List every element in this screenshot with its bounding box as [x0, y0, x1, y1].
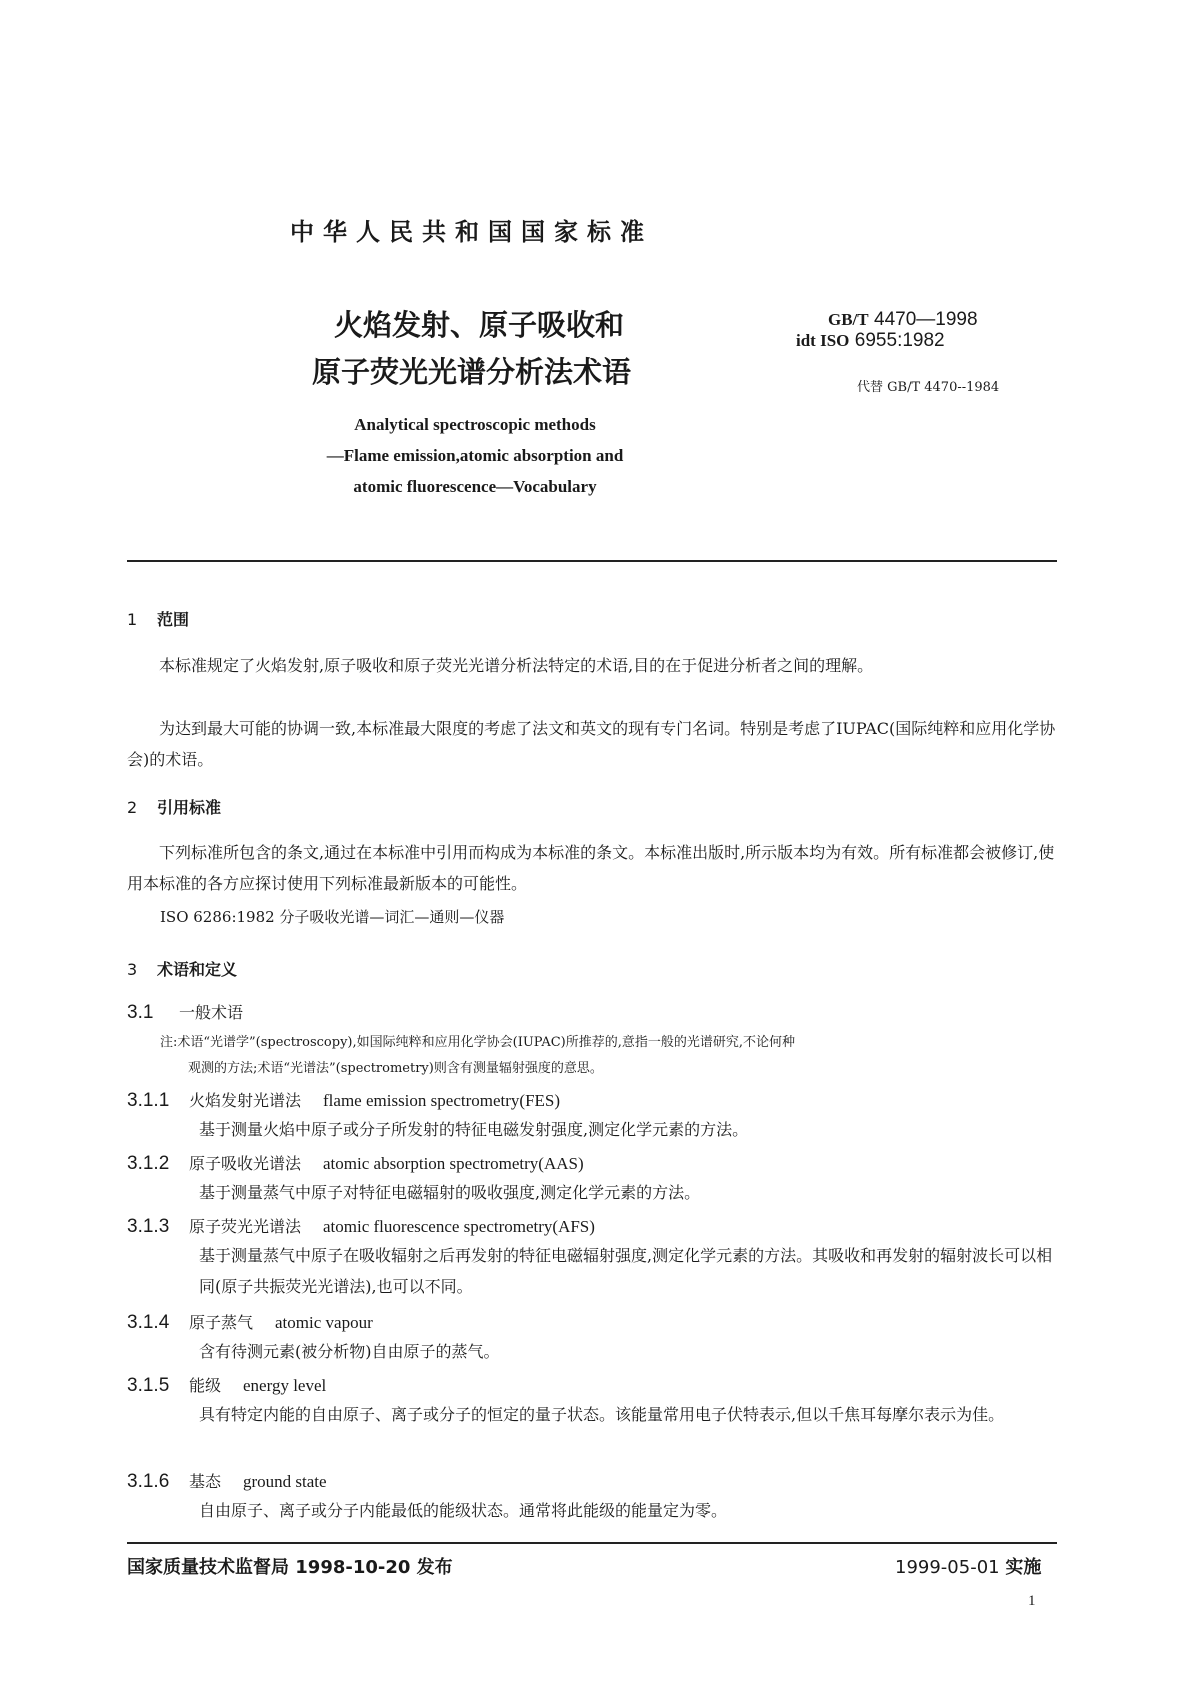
idt-standard	[796, 330, 945, 352]
term-number: 3.1.3	[127, 1216, 170, 1237]
footer-divider	[127, 1542, 1057, 1544]
english-title-line-2: —Flame emission,atomic absorption and	[326, 446, 624, 465]
term-3-1-4	[127, 1310, 373, 1334]
subsection-3-1-heading	[127, 1000, 243, 1024]
standard-number-prefix: GB/T	[828, 310, 869, 329]
term-en: ground state	[243, 1472, 327, 1491]
term-3-1-2-definition: 基于测量蒸气中原子对特征电磁辐射的吸收强度,测定化学元素的方法。	[199, 1183, 701, 1202]
term-number: 3.1.5	[127, 1375, 170, 1396]
section-title: 术语和定义	[157, 960, 238, 979]
section-number: 2	[127, 798, 138, 817]
term-3-1-5-definition: 具有特定内能的自由原子、离子或分子的恒定的量子状态。该能量常用电子伏特表示,但以千焦耳每摩尔表示为佳。	[199, 1405, 1005, 1424]
term-3-1-1-definition: 基于测量火焰中原子或分子所发射的特征电磁发射强度,测定化学元素的方法。	[199, 1120, 749, 1139]
term-en: flame emission spectrometry(FES)	[323, 1091, 561, 1110]
section-1-heading	[127, 607, 189, 630]
section-title: 范围	[157, 610, 190, 629]
section-title: 引用标准	[157, 798, 222, 817]
chinese-title-line-2: 原子荧光光谱分析法术语	[312, 355, 632, 389]
term-number: 3.1.6	[127, 1471, 170, 1492]
term-3-1-1	[127, 1088, 560, 1112]
term-en: energy level	[243, 1376, 327, 1395]
subsection-number: 3.1	[127, 1002, 154, 1023]
page-number: 1	[1028, 1593, 1036, 1609]
term-3-1-3	[127, 1214, 595, 1238]
idt-number: 6955:1982	[854, 330, 945, 351]
term-number: 3.1.4	[127, 1312, 170, 1333]
section-1-paragraph-2: 为达到最大可能的协调一致,本标准最大限度的考虑了法文和英文的现有专门名词。特别是考虑了IUPAC(国际纯粹和应用化学协会)的术语。	[127, 719, 1056, 769]
term-3-1-6-definition: 自由原子、离子或分子内能最低的能级状态。通常将此能级的能量定为零。	[199, 1501, 728, 1520]
note	[160, 1030, 1060, 1082]
standard-number-value: 4470—1998	[874, 309, 978, 330]
idt-prefix: idt ISO	[796, 331, 850, 350]
effective-label: 实施	[1005, 1557, 1042, 1578]
term-number: 3.1.1	[127, 1090, 170, 1111]
effective-date-value: 1999-05-01	[895, 1557, 1000, 1578]
english-title-line-1: Analytical spectroscopic methods	[354, 415, 596, 434]
term-3-1-3-definition: 基于测量蒸气中原子在吸收辐射之后再发射的特征电磁辐射强度,测定化学元素的方法。其吸收和再发射的辐射波长可以相同(原子共振荧光光谱法),也可以不同。	[199, 1246, 1053, 1296]
replaces-standard: 代替 GB/T 4470--1984	[857, 380, 1000, 395]
section-3-heading	[127, 957, 237, 980]
term-cn: 原子吸收光谱法	[189, 1154, 302, 1173]
english-title-line-3: atomic fluorescence—Vocabulary	[353, 477, 597, 496]
section-2-paragraph: 下列标准所包含的条文,通过在本标准中引用而构成为本标准的条文。本标准出版时,所示版本均为有效。所有标准都会被修订,使用本标准的各方应探讨使用下列标准最新版本的可能性。	[127, 843, 1055, 893]
term-3-1-4-definition: 含有待测元素(被分析物)自由原子的蒸气。	[199, 1342, 500, 1361]
effective-date	[895, 1553, 1041, 1579]
term-number: 3.1.2	[127, 1153, 170, 1174]
term-cn: 基态	[189, 1472, 222, 1491]
normative-reference: ISO 6286:1982 分子吸收光谱—词汇—通则—仪器	[160, 908, 505, 926]
term-3-1-2	[127, 1151, 584, 1175]
term-3-1-5	[127, 1373, 326, 1397]
section-number: 1	[127, 610, 138, 629]
term-cn: 原子蒸气	[189, 1313, 254, 1332]
issued-by: 国家质量技术监督局 1998-10-20 发布	[127, 1557, 453, 1578]
chinese-title-line-1: 火焰发射、原子吸收和	[334, 308, 625, 342]
header-divider	[127, 560, 1057, 562]
term-cn: 原子荧光光谱法	[189, 1217, 302, 1236]
term-en: atomic fluorescence spectrometry(AFS)	[323, 1217, 595, 1236]
subsection-title: 一般术语	[179, 1003, 244, 1022]
section-2-heading	[127, 795, 221, 818]
term-cn: 能级	[189, 1376, 222, 1395]
national-standard-heading: 中华人民共和国国家标准	[290, 218, 653, 246]
standard-number	[828, 309, 978, 331]
section-1-paragraph-1: 本标准规定了火焰发射,原子吸收和原子荧光光谱分析法特定的术语,目的在于促进分析者之间的理解。	[159, 656, 874, 675]
term-cn: 火焰发射光谱法	[189, 1091, 302, 1110]
note-line-1: 注:术语“光谱学”(spectroscopy),如国际纯粹和应用化学协会(IUPAC)所推荐的,意指一般的光谱研究,不论何种	[160, 1035, 796, 1050]
term-en: atomic vapour	[275, 1313, 373, 1332]
note-line-2: 观测的方法;术语“光谱法”(spectrometry)则含有测量辐射强度的意思。	[188, 1061, 603, 1076]
term-en: atomic absorption spectrometry(AAS)	[323, 1154, 584, 1173]
term-3-1-6	[127, 1469, 327, 1493]
section-number: 3	[127, 960, 138, 979]
